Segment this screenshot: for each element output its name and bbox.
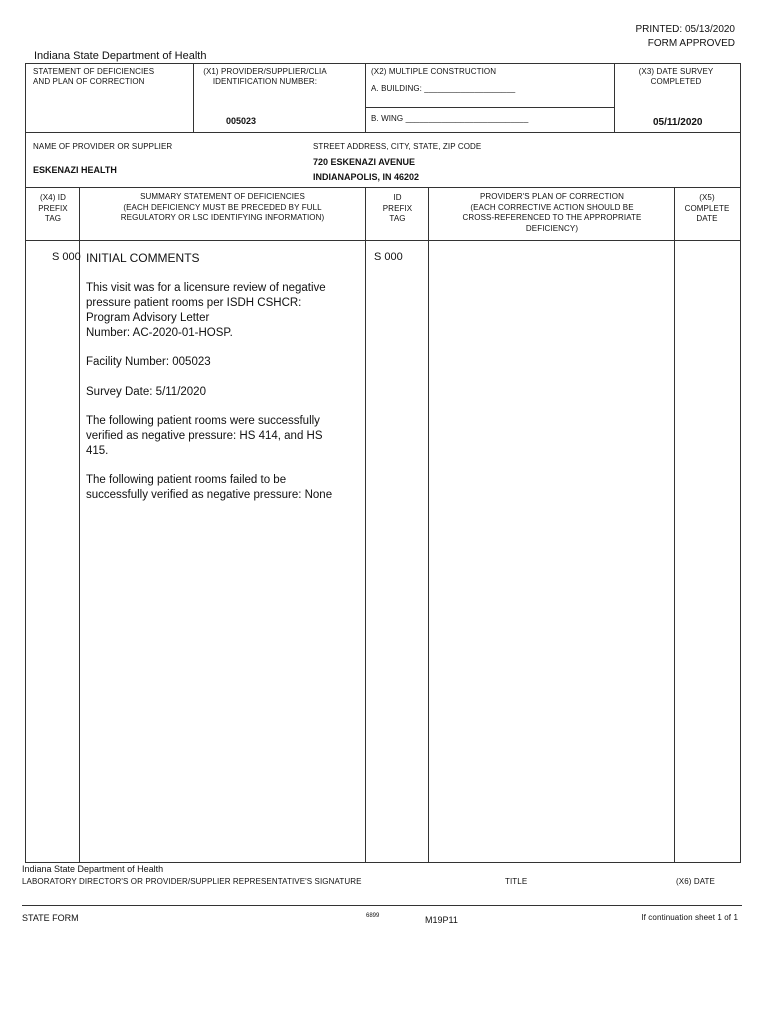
printed-date: PRINTED: 05/13/2020: [635, 24, 735, 35]
id-prefix-header: ID PREFIX TAG: [382, 193, 413, 223]
building-label: A. BUILDING: ____________________: [371, 84, 516, 93]
paragraph-1: This visit was for a licensure review of negative pressure patient rooms per ISDH CSHCR: Program Advisory Letter Number: AC-2020-01-HOSP.: [86, 282, 326, 339]
x1-value: 005023: [226, 116, 257, 126]
paragraph-3: Survey Date: 5/11/2020: [86, 386, 206, 398]
address-label: STREET ADDRESS, CITY, STATE, ZIP CODE: [313, 142, 482, 151]
agency-title: Indiana State Department of Health: [34, 50, 207, 62]
x6-date-label: (X6) DATE: [676, 877, 715, 886]
plan-header: PROVIDER'S PLAN OF CORRECTION (EACH CORRECTIVE ACTION SHOULD BE CROSS-REFERENCED TO THE APPROPRIATE DEFICIENCY): [462, 192, 642, 233]
address-line2: INDIANAPOLIS, IN 46202: [313, 172, 420, 182]
event-id: M19P11: [425, 915, 458, 925]
statement-label: STATEMENT OF DEFICIENCIES AND PLAN OF CORRECTION: [33, 67, 155, 86]
wing-label: B. WING ___________________________: [371, 114, 529, 123]
paragraph-2: Facility Number: 005023: [86, 356, 211, 368]
state-form-label: STATE FORM: [22, 913, 79, 923]
title-label: TITLE: [505, 877, 528, 886]
x3-label: (X3) DATE SURVEY COMPLETED: [638, 67, 714, 86]
x4-header: (X4) ID PREFIX TAG: [38, 193, 68, 223]
provider-name: ESKENAZI HEALTH: [33, 165, 117, 175]
continuation-label: If continuation sheet 1 of 1: [641, 913, 738, 922]
paragraph-4: The following patient rooms were successfully verified as negative pressure: HS 414, and HS 415.: [86, 415, 323, 457]
form-status: FORM APPROVED: [647, 38, 735, 49]
form-number: 6899: [366, 913, 380, 919]
entry-tag: S 000: [52, 251, 81, 263]
summary-header: SUMMARY STATEMENT OF DEFICIENCIES (EACH DEFICIENCY MUST BE PRECEDED BY FULL REGULATORY OR LSC IDENTIFYING INFORMATION): [120, 192, 325, 222]
entry-id-tag: S 000: [374, 251, 403, 263]
x5-header: (X5) COMPLETE DATE: [684, 193, 730, 223]
footer-agency: Indiana State Department of Health: [22, 864, 164, 874]
x3-value: 05/11/2020: [653, 117, 703, 128]
x1-label: (X1) PROVIDER/SUPPLIER/CLIA IDENTIFICATION NUMBER:: [203, 67, 327, 86]
paragraph-5: The following patient rooms failed to be successfully verified as negative pressure: None: [86, 474, 333, 501]
entry-title: INITIAL COMMENTS: [86, 251, 200, 265]
signature-label: LABORATORY DIRECTOR'S OR PROVIDER/SUPPLIER REPRESENTATIVE'S SIGNATURE: [22, 877, 362, 886]
x2-label: (X2) MULTIPLE CONSTRUCTION: [371, 67, 497, 76]
address-line1: 720 ESKENAZI AVENUE: [313, 157, 416, 167]
provider-name-label: NAME OF PROVIDER OR SUPPLIER: [33, 142, 173, 151]
